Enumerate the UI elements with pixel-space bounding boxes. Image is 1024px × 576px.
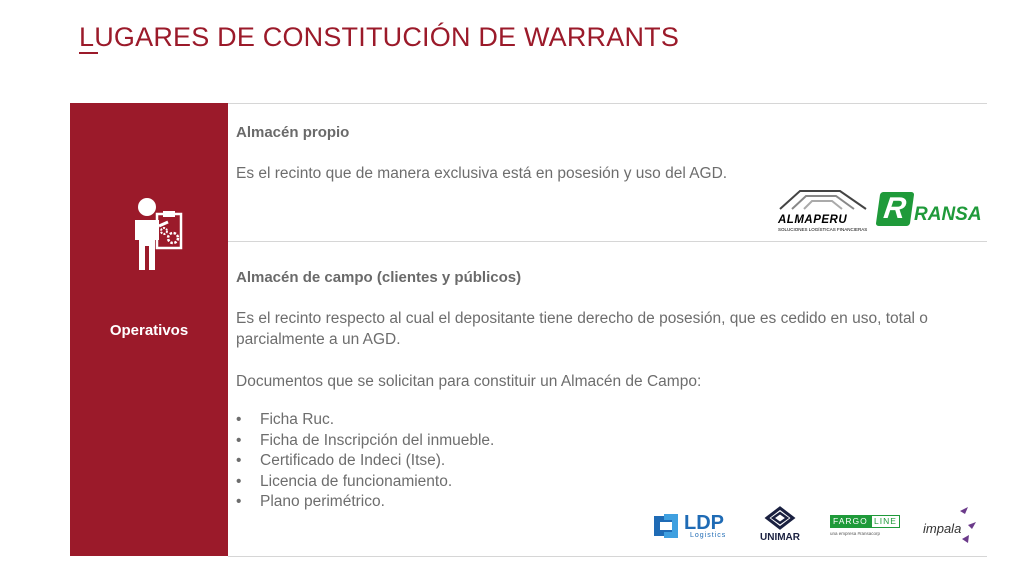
fargoline-logo-subtext: una empresa #ransacorp [830,531,881,536]
section1-description: Es el recinto que de manera exclusiva está en posesión y uso del AGD. [236,165,728,182]
list-item [236,410,494,431]
section1-title: Almacén propio [236,124,350,141]
unimar-logo-text: UNIMAR [760,532,800,543]
list-item-text: Certificado de Indeci (Itse). [260,452,446,469]
list-item [236,492,494,513]
list-item-text: Licencia de funcionamiento. [260,472,453,490]
ransa-logo-text: RANSA [914,204,982,225]
ransa-mark-letter: R [881,192,909,225]
ransa-mark [876,192,915,226]
bullet-icon: • [236,411,242,428]
worker-settings-icon [130,196,190,272]
almaperu-logo [778,188,868,232]
list-item-text: Ficha de Inscripción del inmueble. [260,431,495,449]
unimar-logo [756,505,804,545]
section-divider [228,241,987,242]
fargoline-logo-right: LINE [871,515,900,528]
list-item-text: Ficha Ruc. [260,411,335,428]
unimar-knot-icon [763,505,797,531]
impala-logo-text: impala [923,521,962,536]
fargoline-logo-left: FARGO [830,515,871,528]
section2-description: Es el recinto respecto al cual el depositante tiene derecho de posesión, que es cedido en uso, total o parcialmente a un AGD. [236,310,928,348]
ldp-logo [652,512,732,542]
almaperu-roof-icon [778,188,868,210]
list-item-text: Plano perimétrico. [260,493,385,510]
ldp-logo-text: LDP [684,512,724,534]
documents-list [236,410,494,513]
ldp-mark-icon [652,512,682,540]
almaperu-logo-text: ALMAPERU [778,214,848,226]
documents-intro: Documentos que se solicitan para constituir un Almacén de Campo: [236,373,702,390]
page-title: LUGARES DE CONSTITUCIÓN DE WARRANTS [79,22,680,52]
ransa-logo [878,192,984,228]
sidebar-label: Operativos [109,322,189,339]
bottom-divider [228,556,987,557]
title-underline [79,52,98,54]
bullet-icon: • [236,452,242,469]
section2-title: Almacén de campo (clientes y públicos) [236,269,522,286]
list-item [236,451,494,472]
impala-arrows-icon [956,505,980,545]
top-divider [228,103,987,104]
sidebar-panel [70,103,228,556]
almaperu-logo-subtext: SOLUCIONES LOGÍSTICAS FINANCIERAS [778,227,868,232]
impala-logo [920,505,982,547]
bullet-icon: • [236,472,242,490]
list-item [236,472,494,493]
ldp-logo-subtext: Logistics [690,532,727,539]
list-item [236,431,494,452]
fargoline-logo [830,515,902,543]
bullet-icon: • [236,431,242,449]
bullet-icon: • [236,493,242,510]
